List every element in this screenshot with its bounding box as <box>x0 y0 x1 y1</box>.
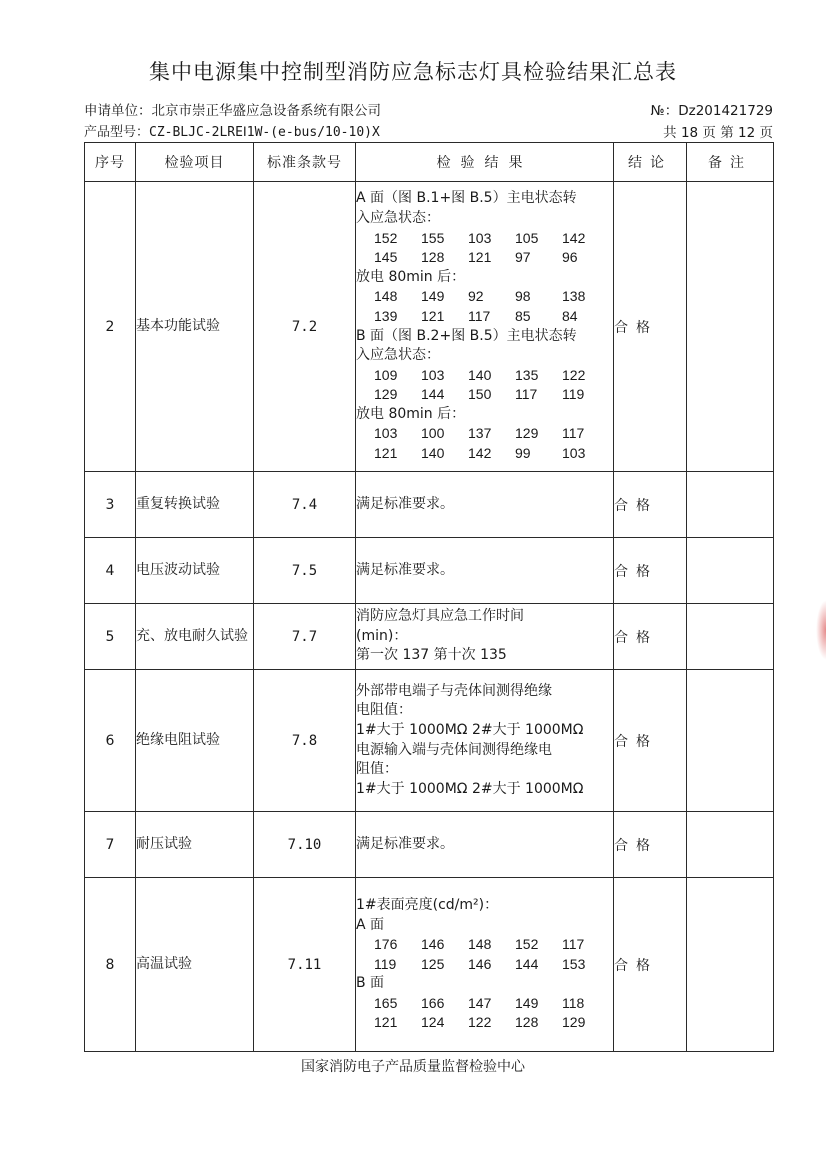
result-value: 122 <box>468 1014 492 1031</box>
result-values-line <box>356 287 613 307</box>
result-value: 153 <box>562 955 586 972</box>
test-result <box>356 812 614 878</box>
result-text-line: 1#表面亮度(cd/m²)： <box>356 896 499 913</box>
result-values-line <box>356 366 613 386</box>
result-text-line: 外部带电端子与壳体间测得绝缘 <box>356 682 552 699</box>
result-value: 148 <box>374 288 398 305</box>
result-values-line <box>356 248 613 268</box>
conclusion: 合格 <box>614 670 687 812</box>
test-item: 高温试验 <box>136 878 254 1052</box>
result-value: 117 <box>515 386 538 403</box>
result-value: 142 <box>468 445 492 462</box>
result-text-line: 电阻值： <box>356 702 412 719</box>
result-value: 144 <box>421 386 445 403</box>
table-row <box>85 604 774 670</box>
model-line: 产品型号：CZ-BLJC-2LREⅠ1W-(e-bus/10-10)X <box>84 125 380 140</box>
result-value: 109 <box>374 366 398 383</box>
result-text-line: B 面（图 B.2+图 B.5）主电状态转 <box>356 327 577 344</box>
result-value: 103 <box>421 366 445 383</box>
test-result <box>356 878 614 1052</box>
result-value: 140 <box>468 366 492 383</box>
result-text-line: 满足标准要求。 <box>356 561 454 578</box>
table-row <box>85 812 774 878</box>
result-text-line: A 面 <box>356 916 385 933</box>
result-value: 128 <box>515 1014 539 1031</box>
result-text-line: 入应急状态： <box>356 209 440 226</box>
remark <box>687 670 774 812</box>
result-value: 97 <box>515 249 531 266</box>
result-value: 117 <box>468 307 491 324</box>
result-value: 100 <box>421 425 445 442</box>
result-value: 84 <box>562 307 578 324</box>
page-title: 集中电源集中控制型消防应急标志灯具检验结果汇总表 <box>149 60 677 84</box>
result-value: 145 <box>374 249 398 266</box>
result-value: 144 <box>515 955 539 972</box>
standard-clause: 7.5 <box>254 538 356 604</box>
result-values-line <box>356 994 613 1014</box>
result-value: 119 <box>374 955 397 972</box>
result-text-line: 第一次 137 第十次 135 <box>356 647 507 664</box>
result-value: 118 <box>562 994 585 1011</box>
result-values-line <box>356 1013 613 1033</box>
applicant-line: 申请单位：北京市崇正华盛应急设备系统有限公司 <box>84 103 381 119</box>
result-text-line: 1#大于 1000MΩ 2#大于 1000MΩ <box>356 721 584 738</box>
result-text-line: 1#大于 1000MΩ 2#大于 1000MΩ <box>356 780 584 797</box>
conclusion: 合格 <box>614 182 687 472</box>
row-number: 3 <box>85 472 136 538</box>
result-value: 122 <box>562 366 586 383</box>
standard-clause: 7.10 <box>254 812 356 878</box>
result-value: 165 <box>374 994 398 1011</box>
row-number: 4 <box>85 538 136 604</box>
result-value: 99 <box>515 445 531 462</box>
result-value: 146 <box>421 936 445 953</box>
remark <box>687 538 774 604</box>
row-number: 8 <box>85 878 136 1052</box>
result-value: 92 <box>468 288 484 305</box>
result-values-line <box>356 444 613 464</box>
test-result <box>356 670 614 812</box>
remark <box>687 182 774 472</box>
result-value: 129 <box>374 386 398 403</box>
test-item: 耐压试验 <box>136 812 254 878</box>
conclusion: 合格 <box>614 538 687 604</box>
remark <box>687 472 774 538</box>
result-values-line <box>356 424 613 444</box>
test-item: 重复转换试验 <box>136 472 254 538</box>
results-table <box>84 142 774 1052</box>
result-value: 119 <box>562 386 585 403</box>
result-value: 129 <box>562 1014 586 1031</box>
header-no: 序号 <box>85 143 136 182</box>
remark <box>687 878 774 1052</box>
conclusion: 合格 <box>614 812 687 878</box>
result-text-line: 入应急状态： <box>356 347 440 364</box>
result-value: 121 <box>374 1014 398 1031</box>
table-row <box>85 878 774 1052</box>
table-row <box>85 670 774 812</box>
result-value: 98 <box>515 288 531 305</box>
result-value: 138 <box>562 288 586 305</box>
result-text-line: 阻值： <box>356 761 398 778</box>
result-text-line: 消防应急灯具应急工作时间 <box>356 608 524 625</box>
standard-clause: 7.2 <box>254 182 356 472</box>
header-result: 检验结果 <box>356 143 614 182</box>
result-value: 176 <box>374 936 398 953</box>
result-value: 148 <box>468 936 492 953</box>
result-value: 117 <box>562 936 585 953</box>
result-text-line: 放电 80min 后： <box>356 268 466 285</box>
remark <box>687 604 774 670</box>
test-item: 绝缘电阻试验 <box>136 670 254 812</box>
result-value: 128 <box>421 249 445 266</box>
result-value: 140 <box>421 445 445 462</box>
result-value: 155 <box>421 229 445 246</box>
result-values-line <box>356 385 613 405</box>
row-number: 2 <box>85 182 136 472</box>
table-body <box>85 182 774 1052</box>
standard-clause: 7.11 <box>254 878 356 1052</box>
result-text-line: B 面 <box>356 975 385 992</box>
result-values-line <box>356 955 613 975</box>
table-row <box>85 472 774 538</box>
test-result <box>356 182 614 472</box>
test-result <box>356 538 614 604</box>
remark <box>687 812 774 878</box>
result-value: 150 <box>468 386 492 403</box>
row-number: 7 <box>85 812 136 878</box>
result-value: 152 <box>374 229 398 246</box>
result-value: 105 <box>515 229 539 246</box>
result-value: 124 <box>421 1014 445 1031</box>
test-result <box>356 604 614 670</box>
result-value: 96 <box>562 249 578 266</box>
page-info: 共 18 页 第 12 页 <box>663 125 773 141</box>
table-row <box>85 182 774 472</box>
conclusion: 合格 <box>614 878 687 1052</box>
result-value: 149 <box>515 994 539 1011</box>
result-text-line: 满足标准要求。 <box>356 495 454 512</box>
standard-clause: 7.4 <box>254 472 356 538</box>
result-value: 149 <box>421 288 445 305</box>
conclusion: 合格 <box>614 472 687 538</box>
row-number: 5 <box>85 604 136 670</box>
paper-stain <box>816 600 826 660</box>
test-item: 电压波动试验 <box>136 538 254 604</box>
test-result <box>356 472 614 538</box>
result-text-line: (min)： <box>356 627 408 644</box>
result-value: 121 <box>468 249 492 266</box>
result-value: 137 <box>468 425 492 442</box>
test-item: 基本功能试验 <box>136 182 254 472</box>
result-value: 146 <box>468 955 492 972</box>
header-conclusion: 结论 <box>614 143 687 182</box>
header-remark: 备注 <box>687 143 774 182</box>
result-text-line: 放电 80min 后： <box>356 405 466 422</box>
table-row <box>85 538 774 604</box>
result-text-line: 满足标准要求。 <box>356 835 454 852</box>
header-clause: 标准条款号 <box>254 143 356 182</box>
result-value: 85 <box>515 307 531 324</box>
result-value: 147 <box>468 994 492 1011</box>
header-item: 检验项目 <box>136 143 254 182</box>
result-value: 125 <box>421 955 445 972</box>
table-header-row <box>85 143 774 182</box>
result-value: 103 <box>468 229 492 246</box>
result-values-line <box>356 935 613 955</box>
result-value: 103 <box>374 425 398 442</box>
standard-clause: 7.7 <box>254 604 356 670</box>
result-text-line: A 面（图 B.1+图 B.5）主电状态转 <box>356 190 577 207</box>
result-value: 121 <box>374 445 398 462</box>
result-text-line: 电源输入端与壳体间测得绝缘电 <box>356 741 552 758</box>
result-value: 117 <box>562 425 585 442</box>
result-values-line <box>356 307 613 327</box>
conclusion: 合格 <box>614 604 687 670</box>
result-value: 152 <box>515 936 539 953</box>
report-number: №：Dz201421729 <box>650 103 773 119</box>
result-values-line <box>356 229 613 249</box>
result-value: 166 <box>421 994 445 1011</box>
result-value: 129 <box>515 425 539 442</box>
result-value: 142 <box>562 229 586 246</box>
test-item: 充、放电耐久试验 <box>136 604 254 670</box>
result-value: 121 <box>421 307 445 324</box>
result-value: 139 <box>374 307 398 324</box>
standard-clause: 7.8 <box>254 670 356 812</box>
result-value: 103 <box>562 445 586 462</box>
result-value: 135 <box>515 366 539 383</box>
row-number: 6 <box>85 670 136 812</box>
footer-issuer: 国家消防电子产品质量监督检验中心 <box>301 1059 525 1075</box>
